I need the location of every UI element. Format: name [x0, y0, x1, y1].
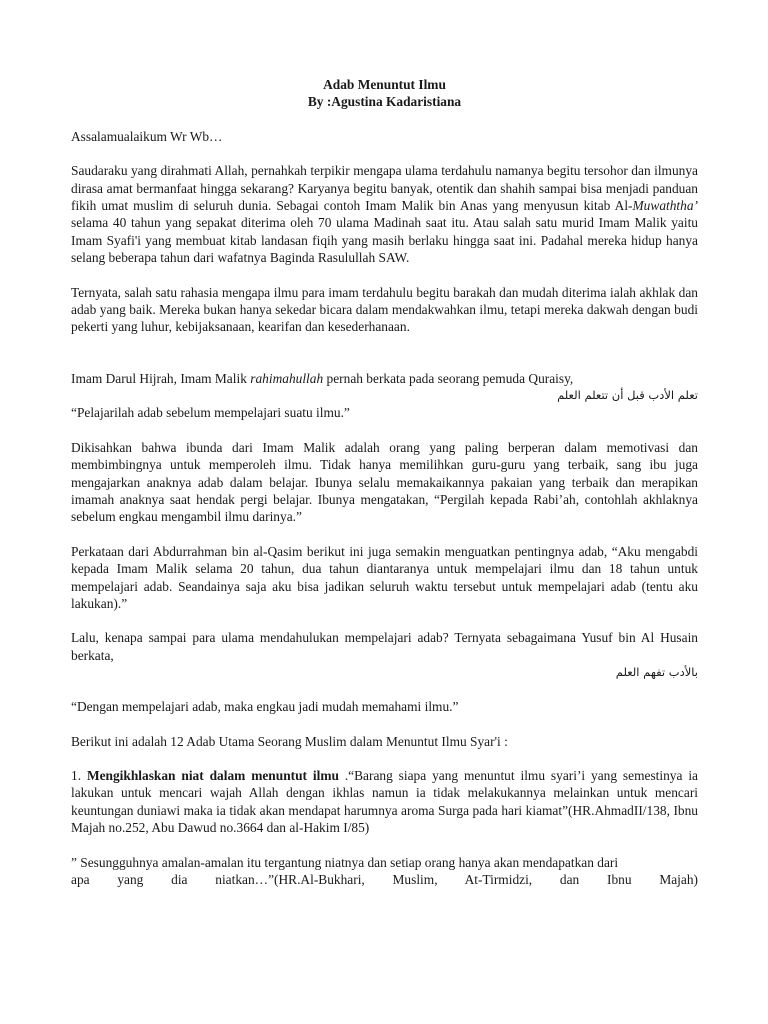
paragraph-yusuf: Lalu, kenapa sampai para ulama mendahulukan mempelajari adab? Ternyata sebagaimana Yusuf bin Al Husain berkata,: [71, 630, 698, 663]
list-item-heading: Mengikhlaskan niat dalam menuntut ilmu: [86, 767, 339, 783]
paragraph-imam-malik-text-b: pernah berkata pada seorang pemuda Quraisy,: [323, 370, 574, 386]
paragraph-niat-text-b: apa yang dia niatkan…”(HR.Al-Bukhari, Muslim, At-Tirmidzi, dan Ibnu Majah): [71, 872, 698, 887]
document-body: [71, 76, 698, 888]
list-intro: Berikut ini adalah 12 Adab Utama Seorang Muslim dalam Menuntut Ilmu Syar'i :: [71, 733, 508, 749]
translation-quote-1: “Pelajarilah adab sebelum mempelajari suatu ilmu.”: [71, 405, 350, 421]
arabic-quote-2: بالأدب تفهم العلم: [615, 665, 698, 680]
paragraph-imam-malik: [71, 370, 698, 387]
document-title: Adab Menuntut Ilmu: [323, 77, 446, 92]
list-item-number: 1.: [71, 767, 87, 783]
list-item-1: [71, 767, 698, 837]
paragraph-niat: [71, 854, 698, 889]
arabic-quote-1: تعلم الأدب قبل أن تتعلم العلم: [557, 388, 698, 403]
paragraph-intro: [71, 162, 698, 266]
paragraph-intro-text-b: selama 40 tahun yang sepakat diterima oleh 70 ulama Madinah saat itu. Atau salah satu murid Imam Malik yaitu Imam Syafi'i yang membuat kitab landasan fiqih yang masih berlaku hingga saat ini. Padahal mereka hidup hanya selang beberapa tahun dari wafatnya Baginda Rasulullah SAW.: [71, 215, 698, 266]
greeting: Assalamualaikum Wr Wb…: [71, 128, 223, 144]
paragraph-mother: Dikisahkan bahwa ibunda dari Imam Malik adalah orang yang paling berperan dalam memotivasi dan membimbingnya untuk memperoleh ilmu. Tidak hanya memilihkan guru-guru yang terbaik, sang ibu juga mengajarkan anaknya adab dalam belajar. Ibunya selalu memakaikannya pakaian yang terbaik dan merapikan imamah anaknya saat hendak pergi belajar. Ibunya mengatakan, “Pergilah kepada Rabi’ah, contohlah akhlaknya sebelum engkau mengambil ilmu darinya.”: [71, 439, 698, 525]
paragraph-imam-malik-text-a: Imam Darul Hijrah, Imam Malik: [71, 370, 251, 386]
kitab-title: Muwaththa’: [632, 198, 698, 214]
honorific-italic: rahimahullah: [250, 370, 324, 386]
paragraph-niat-text-a: ” Sesungguhnya amalan-amalan itu tergantung niatnya dan setiap orang hanya akan mendapatkan dari: [71, 854, 619, 870]
document-author: By :Agustina Kadaristiana: [307, 94, 462, 110]
paragraph-intro-text-a: Saudaraku yang dirahmati Allah, pernahkah terpikir mengapa ulama terdahulu namanya begitu tersohor dan ilmunya dirasa amat bermanfaat hingga sekarang? Karyanya begitu banyak, otentik dan shahih sampai bisa menjadi panduan fikih umat muslim di seluruh dunia. Sebagai contoh Imam Malik bin Anas yang menyusun kitab Al-: [71, 163, 698, 214]
list-item-text: .“Barang siapa yang menuntut ilmu syari’i yang semestinya ia lakukan untuk mencari wajah Allah dengan ikhlas namun ia tidak melakukannya melainkan untuk mencari keuntungan duniawi maka ia tidak akan mendapat harumnya aroma Surga pada hari kiamat”(HR.AhmadII/138, Ibnu Majah no.252, Abu Dawud no.3664 dan al-Hakim I/85): [71, 767, 698, 836]
translation-quote-2: “Dengan mempelajari adab, maka engkau jadi mudah memahami ilmu.”: [71, 699, 459, 715]
paragraph-abdurrahman: Perkataan dari Abdurrahman bin al-Qasim berikut ini juga semakin menguatkan pentingnya adab, “Aku mengabdi kepada Imam Malik selama 20 tahun, dua tahun diantaranya untuk mempelajari ilmu dan 18 tahun untuk mempelajari adab. Seandainya saja aku bisa jadikan seluruh waktu tersebut untuk mempelajari adab (tentu aku lakukan).”: [71, 543, 698, 611]
paragraph-secret: Ternyata, salah satu rahasia mengapa ilmu para imam terdahulu begitu barakah dan mudah diterima ialah akhlak dan adab yang baik. Mereka bukan hanya sekedar bicara dalam mendakwahkan ilmu, tetapi mereka dakwah dengan budi pekerti yang luhur, kebijaksanaan, kearifan dan kesederhanaan.: [71, 284, 698, 335]
